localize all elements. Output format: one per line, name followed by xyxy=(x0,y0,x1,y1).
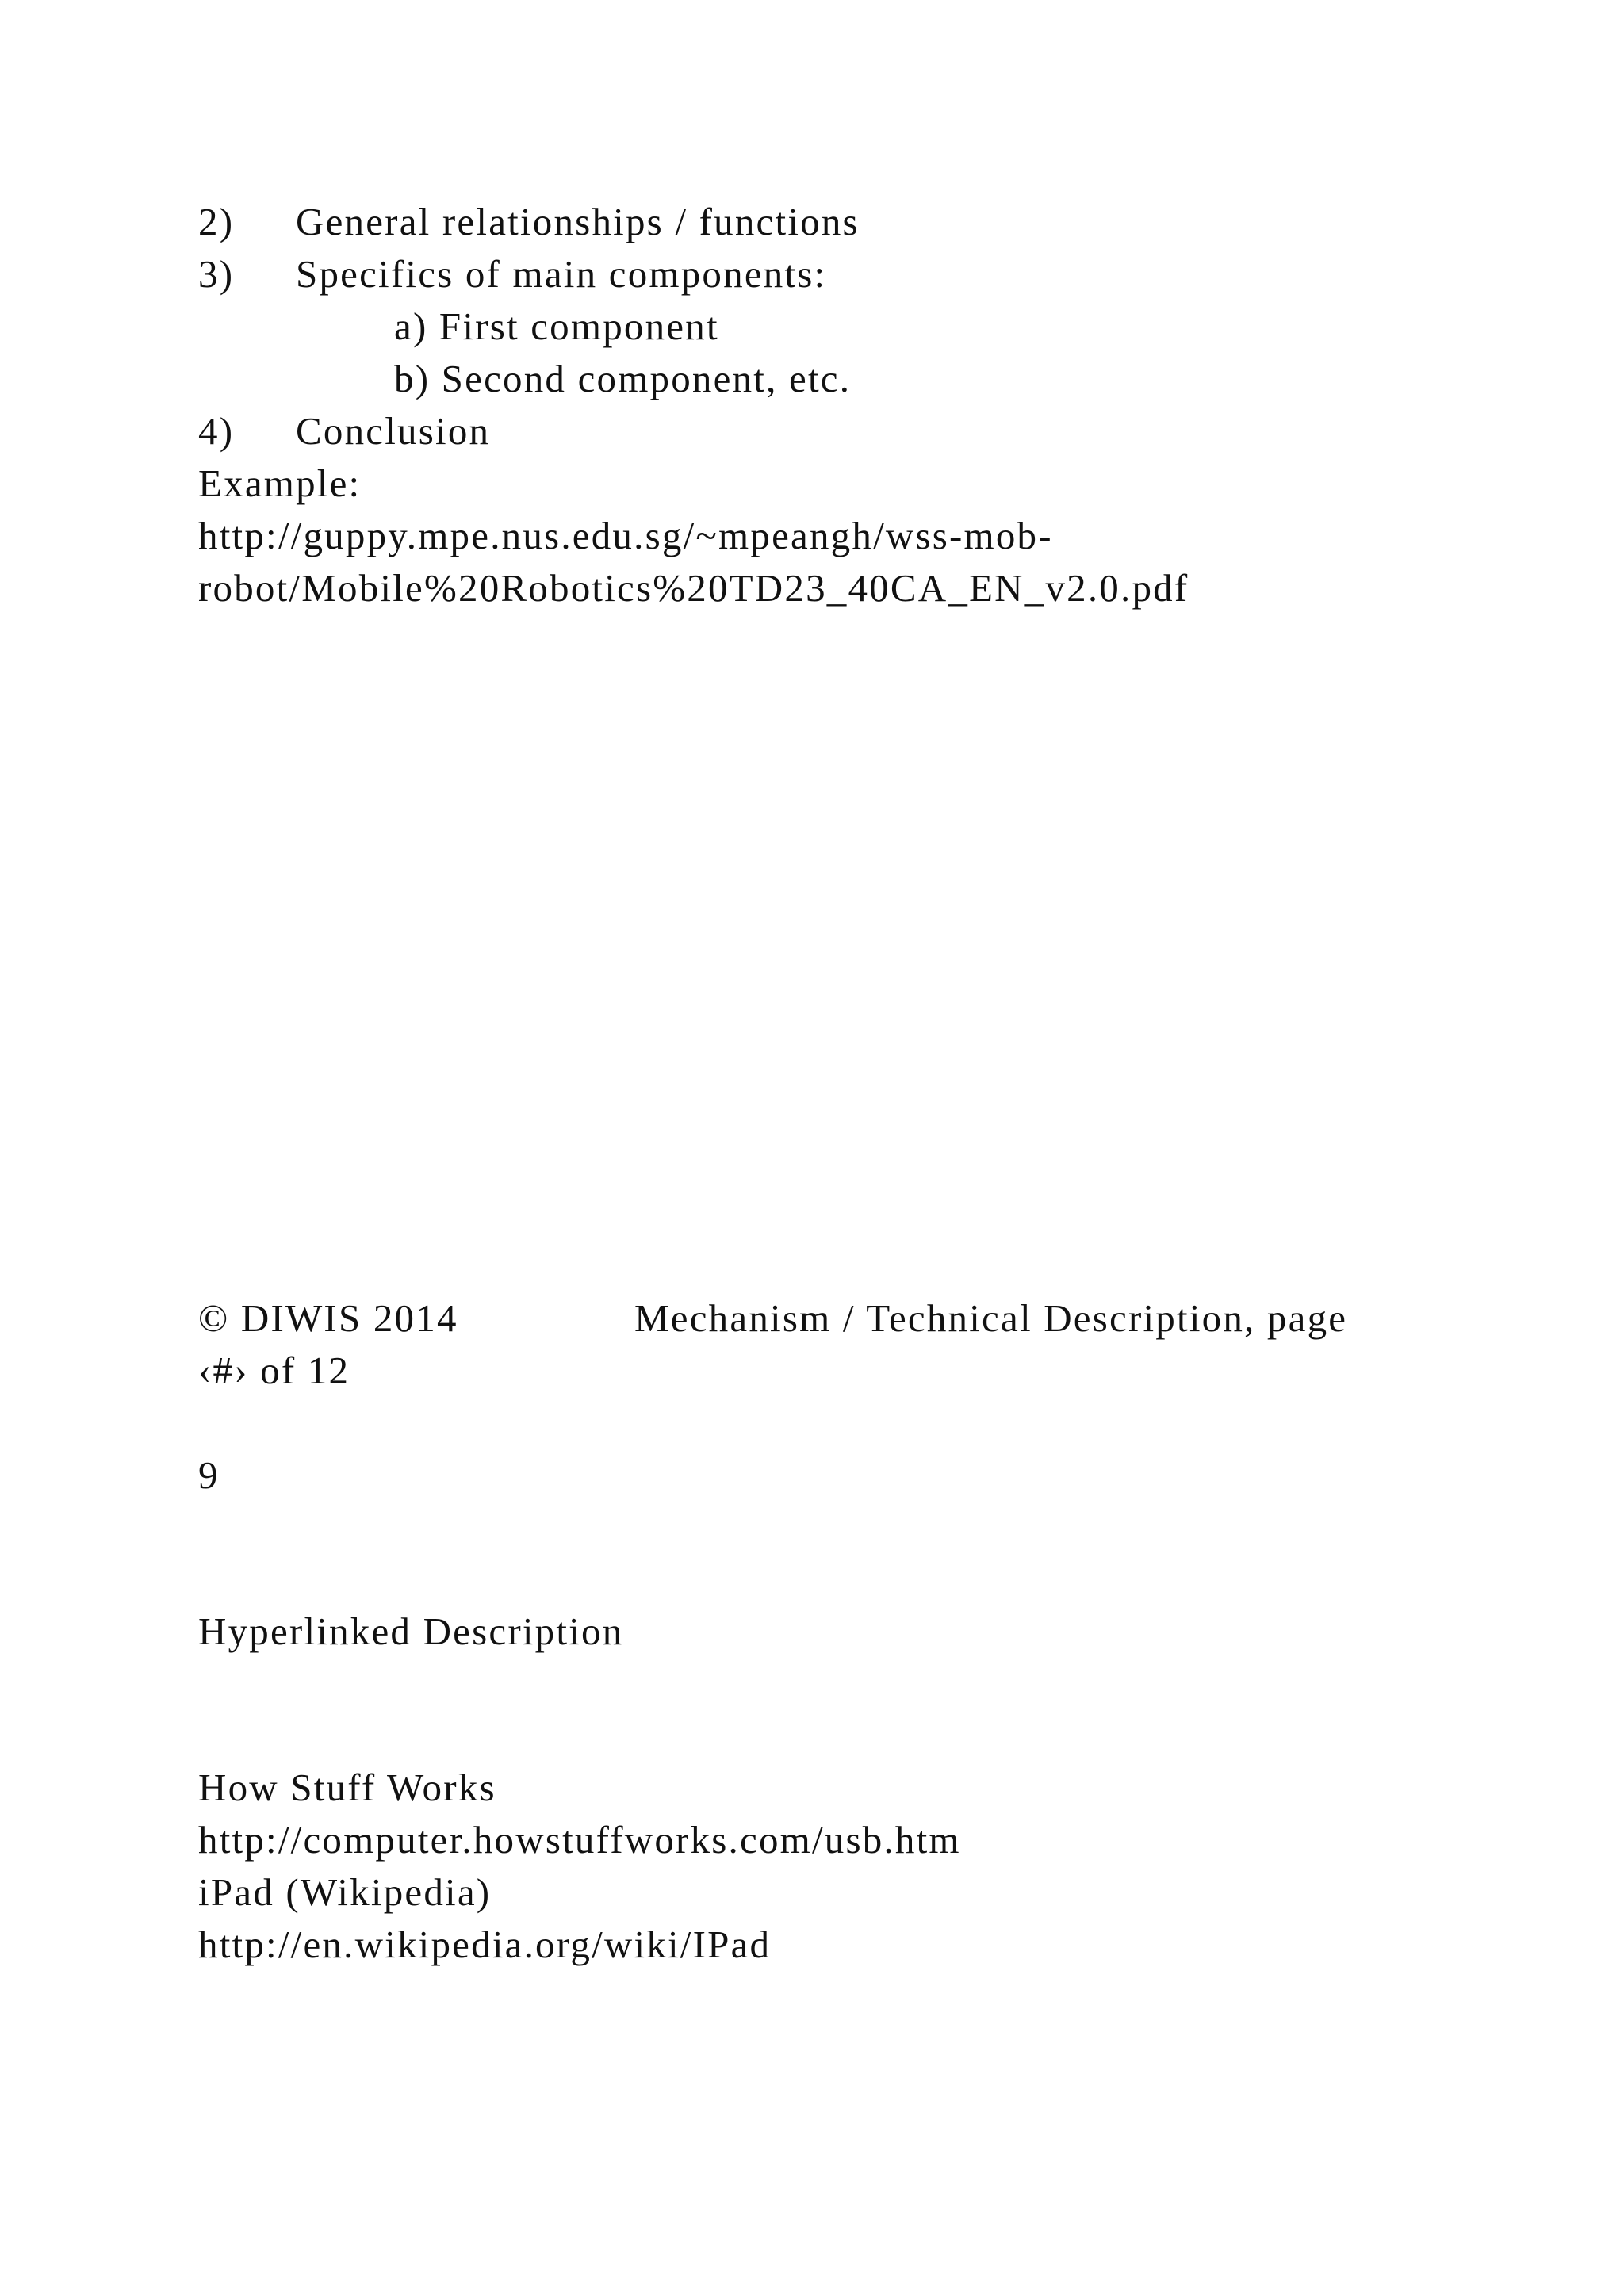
slide-number: 9 xyxy=(198,1453,220,1497)
footer-title: Mechanism / Technical Description, page xyxy=(634,1296,1348,1340)
outline-item-3-text: Specifics of main components: xyxy=(296,252,827,296)
link-url-howstuffworks[interactable]: http://computer.howstuffworks.com/usb.htm xyxy=(198,1818,961,1862)
footer-copyright: © DIWIS 2014 xyxy=(198,1296,458,1340)
link-url-ipad[interactable]: http://en.wikipedia.org/wiki/IPad xyxy=(198,1923,772,1966)
outline-item-2-number: 2) xyxy=(198,200,235,243)
footer-page-of: ‹#› of 12 xyxy=(198,1349,350,1392)
outline-item-2-text: General relationships / functions xyxy=(296,200,860,243)
outline-item-2 xyxy=(198,196,860,248)
example-url-line-1[interactable]: http://guppy.mpe.nus.edu.sg/~mpeangh/wss-mob- xyxy=(198,514,1053,557)
example-url-line-2[interactable]: robot/Mobile%20Robotics%20TD23_40CA_EN_v2.0.pdf xyxy=(198,566,1189,610)
footer-line xyxy=(198,1292,1467,1345)
outline-item-4 xyxy=(198,405,490,457)
outline-subitem-a: a) First component xyxy=(394,304,719,348)
outline-item-4-text: Conclusion xyxy=(296,409,491,453)
link-label-ipad: iPad (Wikipedia) xyxy=(198,1870,492,1914)
outline-item-3-number: 3) xyxy=(198,252,235,296)
link-label-howstuffworks: How Stuff Works xyxy=(198,1766,496,1809)
outline-item-3 xyxy=(198,248,826,300)
outline-subitem-b: b) Second component, etc. xyxy=(394,357,852,400)
outline-item-4-number: 4) xyxy=(198,409,235,453)
example-label: Example: xyxy=(198,461,362,505)
section-heading: Hyperlinked Description xyxy=(198,1609,624,1653)
